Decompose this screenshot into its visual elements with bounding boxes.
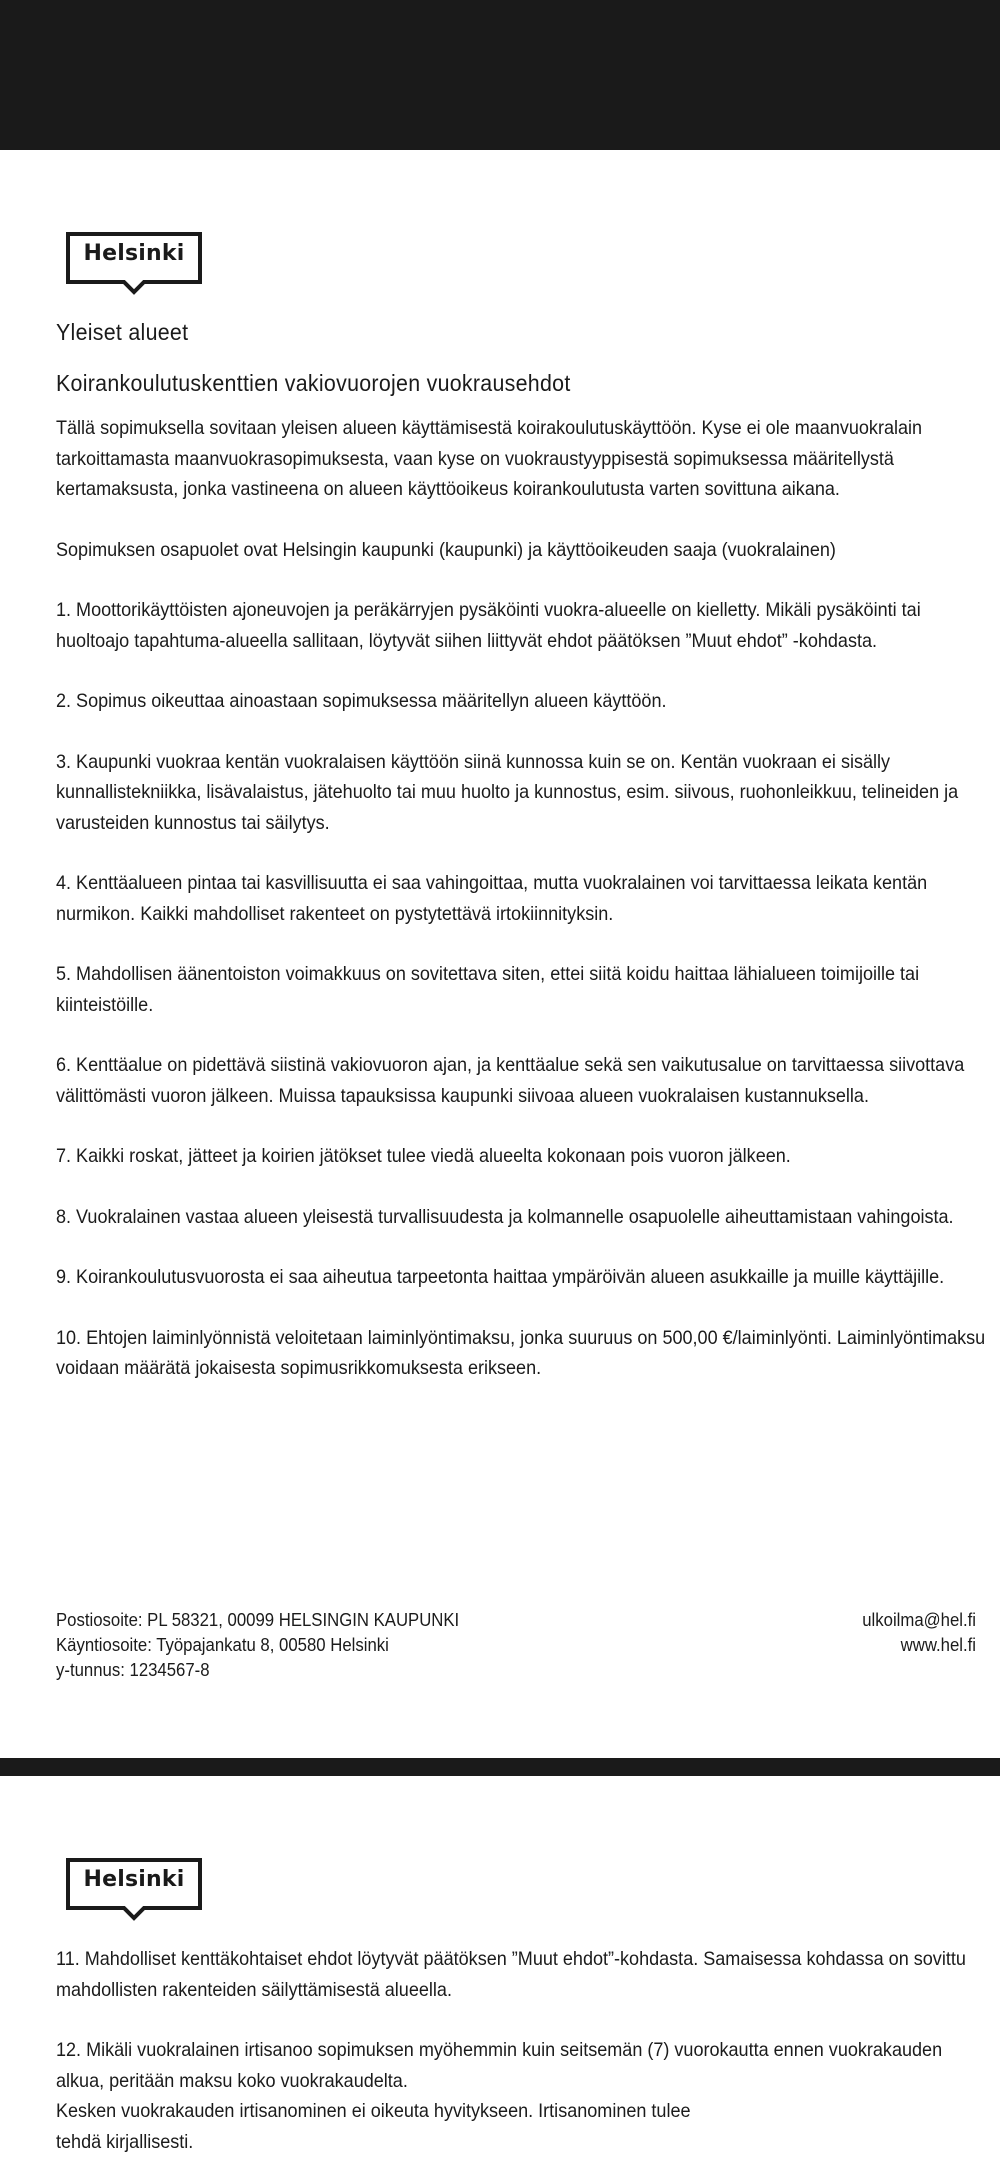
document-title: Koirankoulutuskenttien vakiovuorojen vuokrausehdot	[56, 370, 571, 396]
parties-paragraph: Sopimuksen osapuolet ovat Helsingin kaupunki (kaupunki) ja käyttöoikeuden saaja (vuokralainen)	[56, 538, 836, 561]
logo-text: Helsinki	[83, 1867, 185, 1892]
intro-paragraph: Tällä sopimuksella sovitaan yleisen alueen käyttämisestä koirakoulutuskäyttöön. Kyse ei ole maanvuokralain tarkoittamasta maanvuokrasopimuksesta, vaan kyse on vuokraustyyppisestä sopimuksessa määritellystä kertamaksusta, jonka vastineena on alueen käyttöoikeus koirankoulutusta varten sovittuna aikana.	[56, 417, 923, 500]
clause-12-continued-line-1: Kesken vuokrakauden irtisanominen ei oikeuta hyvitykseen. Irtisanominen tulee	[56, 2100, 691, 2122]
clause-5: 5. Mahdollisen äänentoiston voimakkuus on sovitettava siten, ettei siitä koidu haittaa lähialueen toimijoille tai kiinteistöille.	[56, 963, 920, 1016]
business-id: y-tunnus: 1234567-8	[56, 1660, 210, 1680]
footer-address-block	[56, 1608, 614, 1683]
clause-3: 3. Kaupunki vuokraa kentän vuokralaisen käyttöön siinä kunnossa kuin se on. Kentän vuokraan ei sisälly kunnallistekniikka, lisävalaistus, jätehuolto tai muu huolto ja kunnostus, esim. siivous, ruohonleikkuu, telineiden ja varusteiden kunnostus tai säilytys.	[56, 750, 959, 834]
footer-contact-block	[697, 1608, 976, 1658]
document-page-2	[0, 1776, 1000, 2173]
page-2-content	[56, 1944, 986, 2157]
clause-4: 4. Kenttäalueen pintaa tai kasvillisuutta ei saa vahingoittaa, mutta vuokralainen voi tarvittaessa leikata kentän nurmikon. Kaikki mahdolliset rakenteet on pystytettävä irtokiinnityksin.	[56, 872, 928, 925]
clause-11: 11. Mahdolliset kenttäkohtaiset ehdot löytyvät päätöksen ”Muut ehdot”-kohdasta. Samaisessa kohdassa on sovittu mahdollisten rakenteiden säilyttämisestä alueella.	[56, 1948, 966, 2001]
section-heading: Yleiset alueet	[56, 319, 189, 345]
clause-7: 7. Kaikki roskat, jätteet ja koirien jätökset tulee viedä alueelta kokonaan pois vuoron jälkeen.	[56, 1145, 791, 1167]
clause-12-continued-line-2: tehdä kirjallisesti.	[56, 2130, 194, 2153]
page-separator-band	[0, 1758, 1000, 1776]
clause-8: 8. Vuokralainen vastaa alueen yleisestä turvallisuudesta ja kolmannelle osapuolelle aiheuttamistaan vahingoista.	[56, 1205, 954, 1228]
clause-12: 12. Mikäli vuokralainen irtisanoo sopimuksen myöhemmin kuin seitsemän (7) vuorokautta ennen vuokrakauden alkua, peritään maksu koko vuokrakaudelta.	[56, 2039, 943, 2092]
logo-text: Helsinki	[83, 241, 185, 266]
visiting-address: Käyntiosoite: Työpajankatu 8, 00580 Helsinki	[56, 1635, 389, 1655]
helsinki-logo	[64, 230, 204, 300]
clause-10: 10. Ehtojen laiminlyönnistä veloitetaan laiminlyöntimaksu, jonka suuruus on 500,00 €/laiminlyönti. Laiminlyöntimaksu voidaan määrätä jokaisesta sopimusrikkomuksesta erikseen.	[56, 1326, 986, 1379]
clause-1: 1. Moottorikäyttöisten ajoneuvojen ja peräkärryjen pysäköinti vuokra-alueelle on kielletty. Mikäli pysäköinti tai huoltoajo tapahtuma-alueella sallitaan, löytyvät siihen liittyvät ehdot päätöksen ”Muut ehdot” -kohdasta.	[56, 599, 921, 652]
helsinki-logo	[64, 1856, 204, 1926]
clause-6: 6. Kenttäalue on pidettävä siistinä vakiovuoron ajan, ja kenttäalue sekä sen vaikutusalue on tarvittaessa siivottava välittömästi vuoron jälkeen. Muissa tapauksissa kaupunki siivoaa alueen vuokralaisen kustannuksella.	[56, 1054, 965, 1107]
contact-email: ulkoilma@hel.fi	[862, 1610, 976, 1630]
top-black-band	[0, 0, 1000, 150]
document-page-1	[0, 150, 1000, 1758]
website: www.hel.fi	[900, 1635, 976, 1655]
postal-address: Postiosoite: PL 58321, 00099 HELSINGIN KAUPUNKI	[56, 1610, 460, 1630]
clause-2: 2. Sopimus oikeuttaa ainoastaan sopimuksessa määritellyn alueen käyttöön.	[56, 690, 667, 712]
clause-9: 9. Koirankoulutusvuorosta ei saa aiheutua tarpeetonta haittaa ympäröivän alueen asukkaille ja muille käyttäjille.	[56, 1266, 945, 1288]
page-1-content	[56, 316, 986, 1414]
